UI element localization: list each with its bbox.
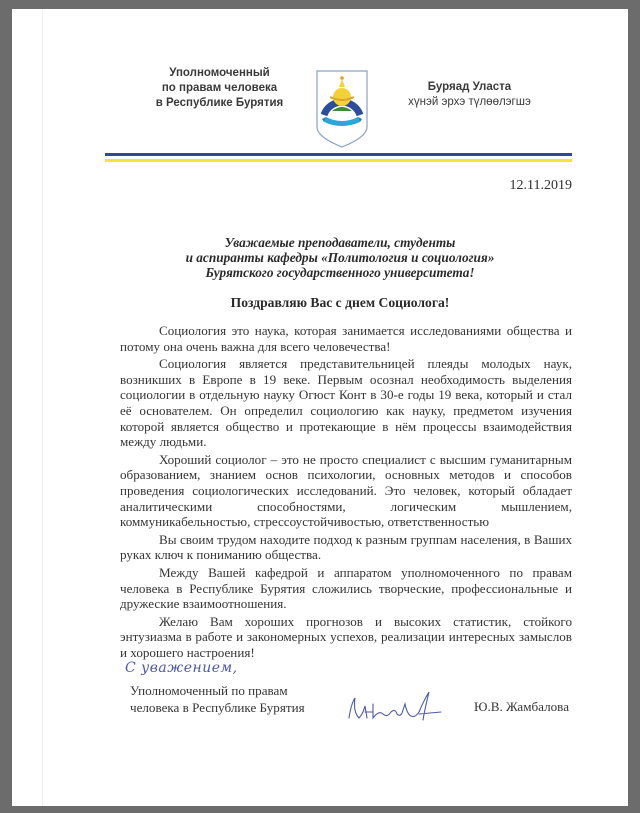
body-paragraph: Вы своим трудом находите подход к разным группам населения, в Ваших руках ключ к пониманию общества. xyxy=(120,531,572,563)
letterhead-left-line: в Республике Бурятия xyxy=(155,97,284,109)
address-line: и аспиранты кафедры «Политология и социология» xyxy=(185,250,495,265)
body-paragraph: Социология это наука, которая занимается исследованиями общества и потому она очень важна для всего человечества! xyxy=(120,323,572,354)
address-line: Бурятского государственного университета! xyxy=(205,265,475,280)
letter-body xyxy=(120,323,572,662)
scan-artifact xyxy=(42,9,43,806)
letterhead-stripe-yellow xyxy=(105,159,572,162)
handwritten-closing: С уважением, xyxy=(125,660,238,676)
letterhead-right-line: хүнэй эрхэ түлөөлэгшэ xyxy=(408,96,531,108)
signatory-name: Ю.В. Жамбалова xyxy=(474,699,570,714)
body-paragraph: Социология является представительницей плеяды молодых наук, возникших в Европе в 19 веке. Первым осознал необходимость выделения социологии в отдельную науку Огюст Конт в 30-е годы 19 века, который и стал её основателем. Он определил социологию как науку, предметом изучения которой является общество и протекающие в нём процессы взаимодействия между людьми. xyxy=(120,356,572,450)
letterhead-right-line: Буряад Уласта xyxy=(427,81,512,93)
body-paragraph: Желаю Вам хороших прогнозов и высоких статистик, стойкого энтузиазма в работе и закономерных успехов, реализации интересных замыслов и хорошего настроения! xyxy=(120,613,572,660)
buryatia-coat-of-arms-icon xyxy=(312,67,372,149)
address-line: Уважаемые преподаватели, студенты xyxy=(224,235,456,250)
signatory-title-line: человека в Республике Бурятия xyxy=(130,700,305,715)
greeting-heading: Поздравляю Вас с днем Социолога! xyxy=(230,295,450,310)
address-block xyxy=(130,235,550,280)
letterhead-left-line: по правам человека xyxy=(161,82,278,94)
body-paragraph: Хороший социолог – это не просто специалист с высшим гуманитарным образованием, знанием основ психологии, основных методов и способов проведения социологических исследований. Это человек, который обладает аналитическими способностями, логическим мышлением, коммуникабельностью, стрессоустойчивостью, ответственностью xyxy=(120,451,572,530)
handwritten-signature-icon xyxy=(345,684,445,724)
signatory-title-line: Уполномоченный по правам xyxy=(130,683,288,698)
letterhead-stripe-blue xyxy=(105,153,572,156)
letter-date: 12.11.2019 xyxy=(509,178,572,193)
signatory-title xyxy=(130,682,330,716)
body-paragraph: Между Вашей кафедрой и аппаратом уполномоченного по правам человека в Республике Бурятия сложились творческие, профессиональные и дружеские взаимоотношения. xyxy=(120,564,572,612)
letterhead-right xyxy=(397,80,542,110)
letterhead-left xyxy=(152,66,287,111)
letterhead-left-line: Уполномоченный xyxy=(169,67,270,79)
